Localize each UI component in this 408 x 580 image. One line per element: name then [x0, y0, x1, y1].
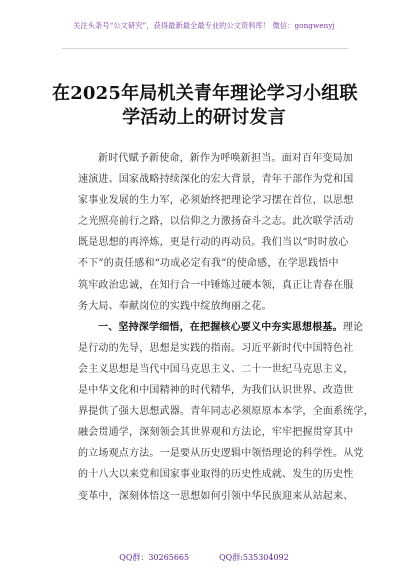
- paragraph-line: 的十八大以来党和国家事业取得的历史性成就、发生的历史性: [78, 469, 354, 481]
- paragraph-line: 筑牢政治忠诚，在知行合一中锤炼过硬本领，真正让青春在服: [78, 279, 354, 291]
- paragraph-line: 融会贯通学，深刻领会其世界观和方法论，牢牢把握贯穿其中: [78, 427, 354, 439]
- header-divider: [62, 48, 348, 49]
- header-banner: 关注头条号“公文研究”，获得最新最全最专业的公文资料库！ 微信：gongwenyj: [73, 21, 335, 30]
- paragraph-line: 是行动的先导，思想是实践的指南。习近平新时代中国特色社: [78, 342, 354, 354]
- footer: [0, 552, 408, 564]
- section-heading: 一、坚持深学细悟，在把握核心要义中夯实思想根基。: [98, 321, 343, 333]
- document-body: [78, 148, 374, 507]
- paragraph-line: 会主义思想是当代中国马克思主义、二十一世纪马克思主义，: [78, 363, 354, 375]
- title-line-2: 学活动上的研讨发言: [122, 107, 286, 128]
- paragraph-line: 不下”的责任感和“功成必定有我”的使命感，在学思践悟中: [78, 258, 339, 270]
- section-heading-tail: 理论: [342, 321, 364, 333]
- paragraph-line: 家事业发展的生力军，必须始终把理论学习摆在首位，以思想: [78, 195, 354, 207]
- footer-qq-group-1: QQ群：30265665: [119, 553, 190, 562]
- paragraph-line: 之光照亮前行之路，以信仰之力激扬奋斗之志。此次联学活动: [78, 216, 354, 228]
- footer-qq-group-2: QQ群:535304092: [219, 553, 289, 562]
- section-heading-line: [78, 317, 364, 338]
- paragraph-line: 速演进、国家战略持续深化的宏大背景，青年干部作为党和国: [78, 174, 354, 186]
- document-title: [52, 82, 356, 130]
- paragraph-line: 既是思想的再淬炼，更是行动的再动员。我们当以“时时放心: [78, 237, 349, 249]
- paragraph-line: 界提供了强大思想武器。青年同志必须原原本本学，全面系统学，: [78, 406, 374, 418]
- title-line-1: 在2025年局机关青年理论学习小组联: [52, 83, 358, 104]
- paragraph-line: 是中华文化和中国精神的时代精华，为我们认识世界、改造世: [78, 385, 354, 397]
- paragraph-line: 新时代赋予新使命，新作为呼唤新担当。面对百年变局加: [98, 153, 353, 164]
- paragraph-line: 的立场观点方法。一是要从历史逻辑中领悟理论的科学性。从党: [78, 448, 364, 460]
- paragraph-line: 务大局、奉献岗位的实践中绽放绚丽之花。: [78, 300, 272, 312]
- paragraph-line: 变革中，深刻体悟这一思想如何引领中华民族迎来从站起来、: [78, 490, 354, 502]
